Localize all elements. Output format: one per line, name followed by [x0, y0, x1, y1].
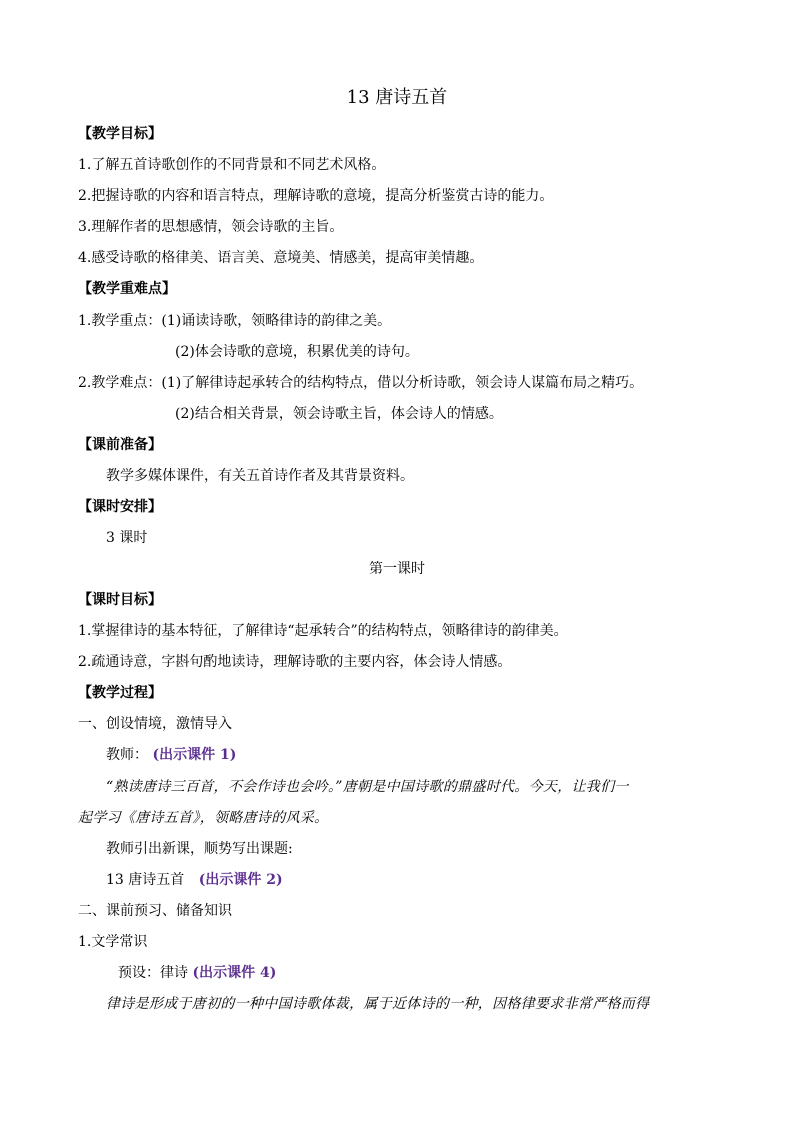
heading-key-points: 【教学重难点】	[78, 281, 176, 297]
course-title-line	[106, 870, 283, 890]
goal-item: 4.感受诗歌的格律美、语言美、意境美、情感美，提高审美情趣。	[78, 250, 484, 266]
heading-schedule: 【课时安排】	[78, 499, 162, 515]
heading-lesson-goals: 【课时目标】	[78, 592, 162, 608]
goal-item: 2.把握诗歌的内容和语言特点，理解诗歌的意境，提高分析鉴赏古诗的能力。	[78, 188, 554, 204]
preset-label: 预设：律诗	[118, 965, 188, 981]
key-point-item: (2)体会诗歌的意境，积累优美的诗句。	[175, 344, 419, 360]
lesson-title: 第一课时	[369, 561, 425, 577]
teacher-label: 教师：	[106, 747, 148, 763]
intro-text: 教师引出新课，顺势写出课题:	[106, 841, 293, 857]
slide-tag: (出示课件 1)	[152, 747, 237, 763]
goal-item: 1.了解五首诗歌创作的不同背景和不同艺术风格。	[78, 157, 386, 173]
slide-tag: (出示课件 2)	[198, 872, 283, 888]
section-heading: 一、创设情境，激情导入	[78, 716, 232, 732]
difficulty-item: (2)结合相关背景，领会诗歌主旨，体会诗人的情感。	[175, 406, 503, 422]
goal-item: 3.理解作者的思想感情，领会诗歌的主旨。	[78, 219, 344, 235]
teacher-line	[106, 745, 236, 765]
subsection-heading: 1.文学常识	[78, 934, 148, 950]
section-heading: 二、课前预习、储备知识	[78, 903, 232, 919]
course-title: 13 唐诗五首	[106, 872, 185, 888]
lesson-goal-item: 2.疏通诗意，字斟句酌地读诗，理解诗歌的主要内容，体会诗人情感。	[78, 654, 512, 670]
heading-preparation: 【课前准备】	[78, 437, 162, 453]
preset-line	[118, 963, 276, 983]
body-text: 律诗是形成于唐初的一种中国诗歌体裁，属于近体诗的一种，因格律要求非常严格而得	[106, 996, 650, 1012]
page-title: 13 唐诗五首	[346, 87, 448, 108]
quote-text: “熟读唐诗三百首，不会作诗也会吟。”唐朝是中国诗歌的鼎盛时代。今天，让我们一	[106, 779, 629, 795]
preparation-text: 教学多媒体课件，有关五首诗作者及其背景资料。	[106, 468, 414, 484]
key-point-item: 1.教学重点：(1)诵读诗歌，领略律诗的韵律之美。	[78, 313, 392, 329]
lesson-goal-item: 1.掌握律诗的基本特征，了解律诗“起承转合”的结构特点，领略律诗的韵律美。	[78, 623, 568, 639]
difficulty-item: 2.教学难点：(1)了解律诗起承转合的结构特点，借以分析诗歌，领会诗人谋篇布局之精巧。	[78, 375, 644, 391]
quote-text: 起学习《唐诗五首》，领略唐诗的风采。	[78, 810, 329, 826]
schedule-text: 3 课时	[106, 530, 148, 546]
heading-process: 【教学过程】	[78, 685, 162, 701]
slide-tag: (出示课件 4)	[192, 965, 277, 981]
heading-teaching-goals: 【教学目标】	[78, 126, 162, 142]
